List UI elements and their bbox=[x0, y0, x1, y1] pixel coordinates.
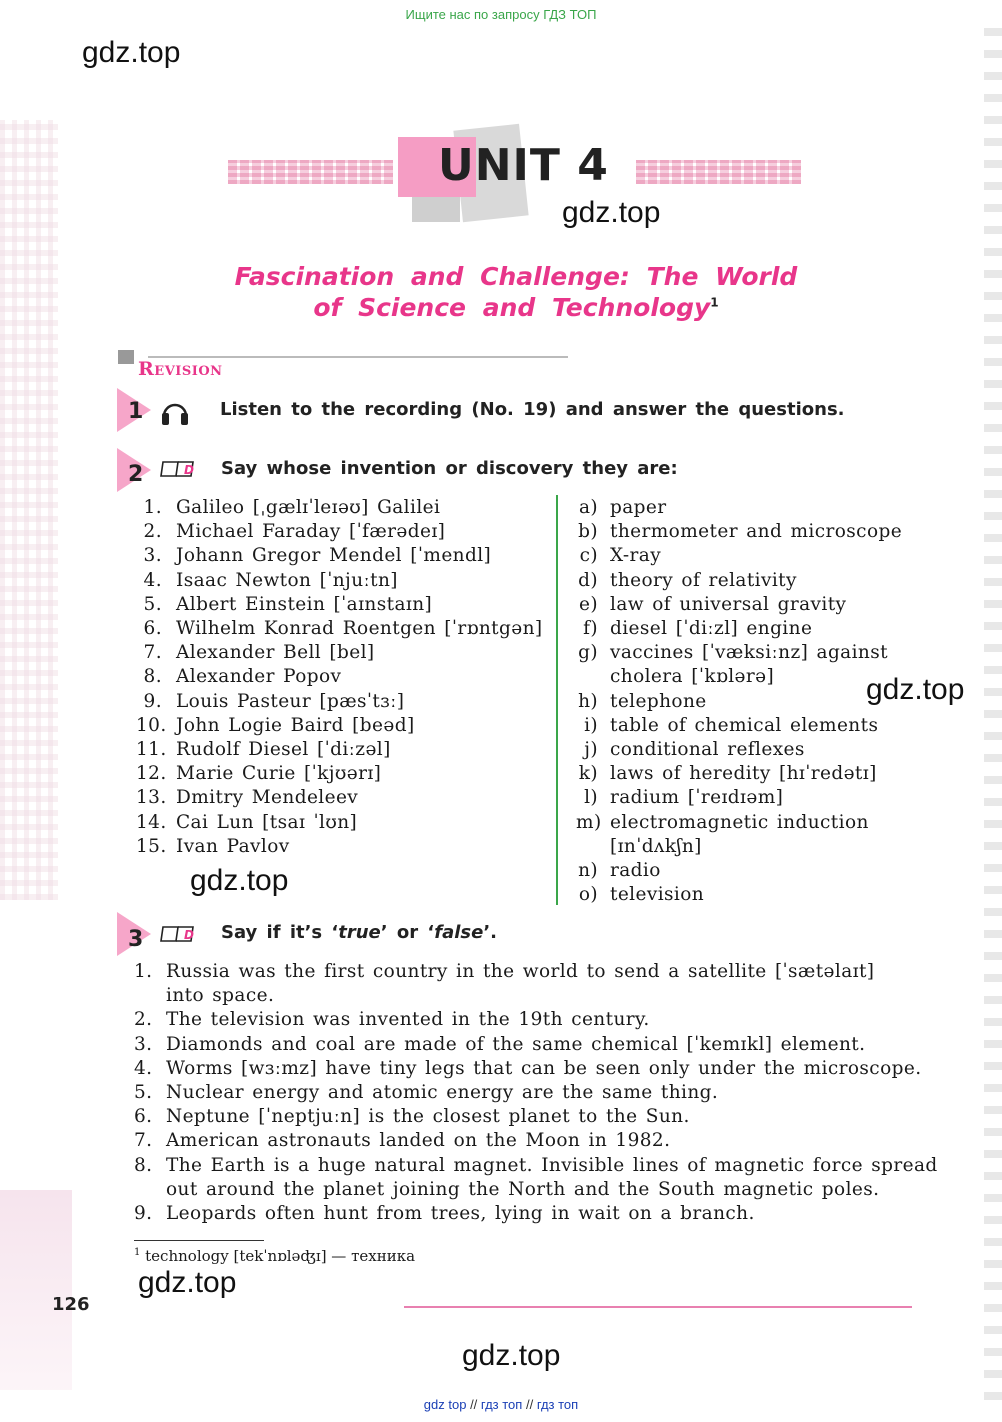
list-item-text: into space. bbox=[166, 985, 275, 1007]
exercise-1-number: 1 bbox=[128, 399, 144, 424]
list-item bbox=[136, 786, 543, 810]
list-item bbox=[134, 1129, 938, 1153]
list-item-number: 5. bbox=[134, 1082, 153, 1104]
bottom-divider bbox=[404, 1306, 912, 1308]
revision-heading: Revision bbox=[138, 358, 223, 380]
list-item-number: h) bbox=[578, 690, 598, 712]
list-item-text: Marie Curie [ˈkjʊərɪ] bbox=[176, 763, 382, 785]
list-item-number: 4. bbox=[143, 569, 162, 591]
list-item-text: law of universal gravity bbox=[610, 593, 847, 615]
list-item-number: 1. bbox=[143, 497, 162, 518]
list-item-text: Galileo [ˌgælɪˈleɪəʊ] Galilei bbox=[176, 497, 441, 518]
list-item bbox=[136, 496, 543, 520]
book-icon bbox=[160, 923, 200, 945]
inventions-list bbox=[576, 496, 902, 907]
exercise-3-text-post: ’. bbox=[483, 922, 497, 943]
list-item bbox=[134, 984, 938, 1008]
list-item-text: radio bbox=[610, 860, 661, 882]
svg-text:D: D bbox=[184, 928, 194, 942]
list-item-text: television bbox=[610, 884, 705, 906]
true-word: true bbox=[338, 922, 381, 943]
page-title-line1: Fascination and Challenge: The World bbox=[234, 262, 798, 291]
list-item-text: radium [ˈreɪdɪəm] bbox=[610, 787, 784, 809]
list-item bbox=[134, 1105, 938, 1129]
list-item bbox=[134, 1008, 938, 1032]
watermark: gdz.top bbox=[190, 864, 289, 897]
book-icon bbox=[160, 458, 200, 480]
bottom-links bbox=[0, 1397, 1002, 1412]
list-item-text: Louis Pasteur [pæsˈtɜː] bbox=[176, 690, 405, 712]
bottom-link[interactable]: гдз топ bbox=[480, 1397, 523, 1412]
footnote-number: 1 bbox=[134, 1247, 141, 1258]
list-item-text: The Earth is a huge natural magnet. Invisible lines of magnetic force spread bbox=[166, 1154, 938, 1176]
column-divider bbox=[556, 495, 558, 905]
list-item bbox=[576, 617, 902, 641]
bottom-separator: // bbox=[470, 1397, 478, 1412]
list-item-number: 3. bbox=[143, 545, 162, 567]
list-item bbox=[134, 1057, 938, 1081]
footnote-mark: 1 bbox=[710, 295, 719, 310]
list-item-number: c) bbox=[579, 545, 598, 567]
list-item-number: 11. bbox=[136, 739, 167, 761]
list-item bbox=[576, 762, 902, 786]
list-item-number: e) bbox=[579, 593, 598, 615]
list-item bbox=[576, 835, 902, 859]
list-item bbox=[134, 1178, 938, 1202]
list-item bbox=[576, 690, 902, 714]
header-dots-left bbox=[228, 160, 393, 184]
list-item-text: conditional reflexes bbox=[610, 739, 805, 761]
revision-square bbox=[118, 350, 134, 364]
list-item-text: The television was invented in the 19th century. bbox=[166, 1009, 650, 1031]
list-item-number: 2. bbox=[143, 521, 162, 543]
list-item-number: 10. bbox=[136, 714, 167, 736]
list-item bbox=[576, 883, 902, 907]
unit-title: UNIT 4 bbox=[438, 140, 609, 191]
list-item-text: Alexander Bell [bel] bbox=[176, 642, 375, 664]
headphones-icon bbox=[160, 398, 190, 426]
list-item-number: b) bbox=[578, 521, 598, 543]
list-item-number: 8. bbox=[134, 1154, 153, 1176]
list-item bbox=[576, 593, 902, 617]
list-item-number: 6. bbox=[143, 618, 162, 640]
list-item bbox=[576, 786, 902, 810]
list-item-text: Cai Lun [tsaɪ ˈlʊn] bbox=[176, 811, 358, 833]
list-item-number: 12. bbox=[136, 763, 167, 785]
list-item-text: Johann Gregor Mendel [ˈmendl] bbox=[176, 545, 492, 567]
list-item-text: John Logie Baird [beəd] bbox=[176, 714, 415, 736]
list-item bbox=[576, 714, 902, 738]
list-item bbox=[576, 544, 902, 568]
list-item bbox=[576, 738, 902, 762]
list-item-number: 13. bbox=[136, 787, 167, 809]
list-item-number: j) bbox=[584, 739, 598, 761]
list-item bbox=[136, 811, 543, 835]
list-item bbox=[136, 593, 543, 617]
top-notice: Ищите нас по запросу ГДЗ ТОП bbox=[405, 7, 597, 22]
list-item bbox=[576, 569, 902, 593]
list-item bbox=[134, 960, 938, 984]
left-pattern-decoration bbox=[0, 120, 58, 900]
list-item-number: 6. bbox=[134, 1106, 153, 1128]
list-item-number: 2. bbox=[134, 1009, 153, 1031]
exercise-3-text-pre: Say if it’s ‘ bbox=[221, 922, 339, 943]
list-item bbox=[136, 520, 543, 544]
list-item bbox=[576, 665, 902, 689]
bottom-link[interactable]: гдз топ bbox=[536, 1397, 579, 1412]
list-item-number: 7. bbox=[134, 1130, 153, 1152]
list-item-text: Michael Faraday [ˈfærədeɪ] bbox=[176, 521, 446, 543]
list-item bbox=[576, 641, 902, 665]
exercise-2-instruction: Say whose invention or discovery they are: bbox=[221, 458, 678, 479]
list-item bbox=[136, 690, 543, 714]
page-title-line2-text: of Science and Technology bbox=[313, 293, 711, 322]
list-item bbox=[136, 762, 543, 786]
list-item-number: 9. bbox=[143, 690, 162, 712]
watermark: gdz.top bbox=[866, 673, 965, 706]
list-item-text: X-ray bbox=[610, 545, 662, 567]
list-item bbox=[576, 520, 902, 544]
list-item-number: 4. bbox=[134, 1057, 153, 1079]
list-item bbox=[136, 544, 543, 568]
list-item bbox=[136, 569, 543, 593]
list-item-number: 9. bbox=[134, 1203, 153, 1225]
exercise-1-instruction: Listen to the recording (No. 19) and answer the questions. bbox=[220, 399, 845, 420]
list-item-text: Isaac Newton [ˈnjuːtn] bbox=[176, 569, 398, 591]
exercise-3-instruction bbox=[221, 922, 497, 943]
list-item bbox=[134, 1081, 938, 1105]
footnote-divider bbox=[134, 1240, 264, 1241]
list-item bbox=[136, 617, 543, 641]
footnote-text: technology [tekˈnɒləʤɪ] — техника bbox=[145, 1247, 416, 1265]
svg-text:D: D bbox=[184, 463, 194, 477]
list-item-text: American astronauts landed on the Moon in 1982. bbox=[166, 1130, 671, 1152]
list-item-text: telephone bbox=[610, 690, 707, 712]
list-item-text: Dmitry Mendeleev bbox=[176, 787, 359, 809]
list-item-text: diesel [ˈdiːzl] engine bbox=[610, 618, 813, 640]
list-item-text: Neptune [ˈneptjuːn] is the closest planet to the Sun. bbox=[166, 1106, 690, 1128]
list-item-text: electromagnetic induction bbox=[610, 811, 869, 833]
bottom-link[interactable]: gdz top bbox=[423, 1397, 467, 1412]
list-item-text: Ivan Pavlov bbox=[176, 835, 290, 857]
list-item bbox=[576, 811, 902, 835]
list-item-text: vaccines [ˈvæksiːnz] against bbox=[610, 642, 888, 664]
list-item bbox=[136, 665, 543, 689]
list-item-text: Rudolf Diesel [ˈdiːzəl] bbox=[176, 739, 391, 761]
page-title-line2 bbox=[0, 293, 1002, 322]
list-item-text: laws of heredity [hɪˈredətɪ] bbox=[610, 763, 877, 785]
watermark: gdz.top bbox=[82, 36, 181, 69]
list-item bbox=[136, 835, 543, 859]
list-item-text: Diamonds and coal are made of the same chemical [ˈkemɪkl] element. bbox=[166, 1033, 866, 1055]
list-item-text: Russia was the first country in the world to send a satellite [ˈsætəlaɪt] bbox=[166, 961, 875, 982]
list-item-text: thermometer and microscope bbox=[610, 521, 903, 543]
list-item-number: l) bbox=[584, 787, 598, 809]
list-item-number: 3. bbox=[134, 1033, 153, 1055]
list-item-number: 5. bbox=[143, 593, 162, 615]
list-item-text: Nuclear energy and atomic energy are the same thing. bbox=[166, 1082, 719, 1104]
exercise-3-text-mid: ’ or ‘ bbox=[380, 922, 435, 943]
list-item-number: g) bbox=[578, 642, 598, 664]
list-item bbox=[134, 1154, 938, 1178]
exercise-3-number: 3 bbox=[128, 927, 144, 952]
list-item bbox=[576, 859, 902, 883]
people-list bbox=[136, 496, 543, 859]
list-item-text: [ɪnˈdʌkʃn] bbox=[610, 835, 702, 857]
list-item-number: m) bbox=[576, 811, 602, 833]
false-word: false bbox=[434, 922, 484, 943]
list-item-text: theory of relativity bbox=[610, 569, 797, 591]
list-item-number: a) bbox=[578, 497, 598, 518]
left-bottom-decoration bbox=[0, 1190, 72, 1390]
list-item-text: Worms [wɜːmz] have tiny legs that can be seen only under the microscope. bbox=[166, 1057, 922, 1079]
list-item-number: 14. bbox=[136, 811, 167, 833]
watermark: gdz.top bbox=[562, 196, 661, 229]
list-item bbox=[134, 1202, 938, 1226]
list-item-text: Albert Einstein [ˈaɪnstaɪn] bbox=[176, 593, 433, 615]
list-item-text: paper bbox=[610, 497, 667, 518]
list-item bbox=[134, 1033, 938, 1057]
list-item-text: out around the planet joining the North and the South magnetic poles. bbox=[166, 1178, 880, 1200]
list-item-number: i) bbox=[584, 714, 598, 736]
header-dots-right bbox=[636, 160, 801, 184]
list-item-number: o) bbox=[578, 884, 598, 906]
list-item-text: table of chemical elements bbox=[610, 714, 879, 736]
watermark: gdz.top bbox=[462, 1339, 561, 1372]
list-item-number: 1. bbox=[134, 961, 153, 982]
watermark: gdz.top bbox=[138, 1266, 237, 1299]
list-item bbox=[136, 641, 543, 665]
exercise-2-number: 2 bbox=[128, 462, 144, 487]
list-item-number: k) bbox=[578, 763, 598, 785]
list-item-number: f) bbox=[583, 618, 598, 640]
list-item-number: 8. bbox=[143, 666, 162, 688]
list-item-number: 7. bbox=[143, 642, 162, 664]
list-item-text: cholera [ˈkɒlərə] bbox=[610, 666, 775, 688]
true-false-list bbox=[134, 960, 938, 1226]
list-item bbox=[136, 714, 543, 738]
list-item bbox=[136, 738, 543, 762]
list-item-number: n) bbox=[578, 860, 598, 882]
page-number: 126 bbox=[52, 1294, 90, 1315]
list-item-number: d) bbox=[578, 569, 598, 591]
list-item-text: Leopards often hunt from trees, lying in wait on a branch. bbox=[166, 1203, 755, 1225]
list-item-text: Alexander Popov bbox=[176, 666, 342, 688]
bottom-separator: // bbox=[525, 1397, 534, 1412]
list-item-text: Wilhelm Konrad Roentgen [ˈrɒntgən] bbox=[176, 618, 543, 640]
right-pattern-decoration bbox=[984, 20, 1002, 1400]
list-item-number: 15. bbox=[136, 835, 167, 857]
list-item bbox=[576, 496, 902, 520]
footnote bbox=[134, 1247, 415, 1265]
